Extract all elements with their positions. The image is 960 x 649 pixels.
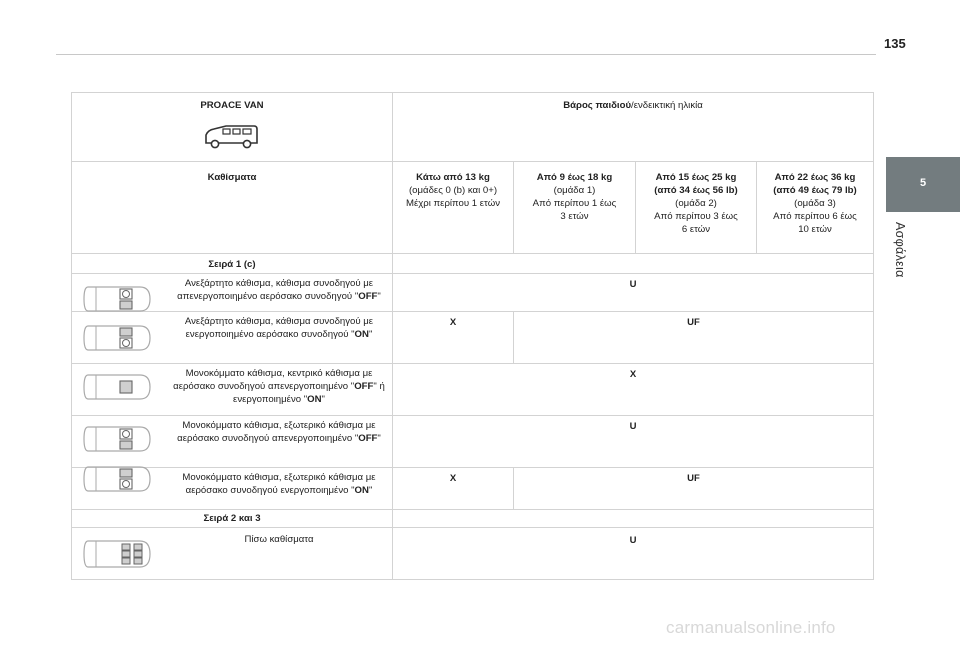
row-text-end: ": [377, 433, 381, 444]
seat-description: Πίσω καθίσματα: [244, 534, 314, 545]
divider: [72, 509, 873, 510]
seat-description: [166, 419, 392, 445]
airbag-state: ON: [307, 394, 322, 405]
weight-group: (ομάδα 3): [794, 198, 836, 209]
weight-age: Μέχρι περίπου 1 ετών: [406, 198, 500, 209]
row-text-end: ": [377, 291, 381, 302]
steering-wheel-icon: [82, 322, 154, 354]
row-text-end: ": [368, 329, 373, 340]
steering-wheel-icon: [82, 463, 154, 495]
divider: [72, 363, 873, 364]
row-text: Μονοκόμματο κάθισμα, εξωτερικό κάθισμα με αερόσακο συνοδηγού ενεργοποιημένο ": [182, 472, 376, 496]
weight-age: Από περίπου 1 έως: [532, 198, 617, 209]
rear-bench-icon: [82, 537, 154, 571]
weight-range: Από 15 έως 25 kg: [655, 172, 737, 183]
weight-header-rest: /ενδεικτική ηλικία: [631, 100, 703, 111]
weight-column: [514, 171, 635, 223]
row-text-mid: " ή ενεργοποιημένο ": [233, 381, 385, 405]
vehicle-name: PROACE VAN: [200, 100, 264, 111]
row-text: Ανεξάρτητο κάθισμα, κάθισμα συνοδηγού με απενεργοποιημένο αερόσακο συνοδηγού ": [177, 278, 374, 302]
result-cell: X: [449, 473, 457, 484]
divider: [72, 527, 873, 528]
result-cell: UF: [687, 317, 700, 328]
weight-group: (ομάδα 1): [553, 185, 596, 196]
result-cell: U: [629, 279, 637, 290]
chapter-number: 5: [919, 177, 927, 189]
weight-range-lb: (από 49 έως 79 lb): [773, 185, 857, 196]
front-seat-icon: [82, 283, 154, 315]
airbag-state: OFF: [358, 433, 378, 444]
seat-description: [166, 367, 392, 406]
row-text-end: ": [321, 394, 325, 405]
weight-header: [393, 99, 873, 112]
weight-column: [636, 171, 756, 236]
row1-header: Σειρά 1 (c): [208, 259, 256, 270]
airbag-state: OFF: [354, 381, 374, 392]
divider: [72, 311, 873, 312]
weight-range: Από 9 έως 18 kg: [536, 172, 613, 183]
divider: [392, 93, 393, 579]
weight-header-bold: Βάρος παιδιού: [563, 100, 632, 111]
row-text: Μονοκόμματο κάθισμα, κεντρικό κάθισμα με αερόσακο συνοδηγού απενεργοποιημένο ": [173, 368, 373, 392]
weight-range-lb: (από 34 έως 56 lb): [654, 185, 738, 196]
result-cell: UF: [687, 473, 700, 484]
result-cell: X: [449, 317, 457, 328]
row-text: Ανεξάρτητο κάθισμα, κάθισμα συνοδηγού με ενεργοποιημένο αερόσακο συνοδηγού ": [184, 316, 374, 340]
weight-age-cont: 3 ετών: [560, 211, 589, 222]
front-seat-icon: [82, 371, 154, 403]
row23-header: Σειρά 2 και 3: [203, 513, 261, 524]
weight-group: (ομάδα 2): [675, 198, 717, 209]
weight-age-cont: 6 ετών: [681, 224, 711, 235]
weight-group: (ομάδες 0 (b) και 0+): [408, 185, 498, 196]
weight-range: Από 22 έως 36 kg: [774, 172, 856, 183]
weight-age: Από περίπου 6 έως: [773, 211, 857, 222]
divider: [72, 467, 873, 468]
weight-age-cont: 10 ετών: [798, 224, 832, 235]
airbag-state: ON: [354, 485, 369, 496]
weight-age: Από περίπου 3 έως: [654, 211, 738, 222]
seat-description: [166, 471, 392, 497]
divider: [72, 253, 873, 254]
divider: [72, 273, 873, 274]
row-text-end: ": [368, 485, 373, 496]
airbag-state: OFF: [358, 291, 378, 302]
seat-description: [166, 277, 392, 303]
seat-description: [166, 315, 392, 341]
divider: [72, 161, 873, 162]
front-seat-icon: [82, 423, 154, 455]
weight-range: Κάτω από 13 kg: [416, 172, 490, 183]
airbag-state: ON: [354, 329, 369, 340]
child-seat-table: [71, 92, 874, 580]
weight-column: [393, 171, 513, 210]
van-icon: [202, 124, 260, 150]
weight-column: [757, 171, 873, 236]
result-cell: U: [629, 535, 637, 546]
watermark: carmanualsonline.info: [666, 618, 836, 637]
header-rule: [56, 54, 876, 55]
chapter-label: Ασφάλεια: [893, 222, 907, 278]
divider: [72, 415, 873, 416]
result-cell: U: [629, 421, 637, 432]
result-cell: X: [629, 369, 637, 380]
page-number: 135: [884, 36, 906, 51]
seats-label: Καθίσματα: [207, 172, 257, 183]
row-text: Μονοκόμματο κάθισμα, εξωτερικό κάθισμα με αερόσακο συνοδηγού απενεργοποιημένο ": [177, 420, 376, 444]
chapter-tab[interactable]: [886, 157, 960, 212]
